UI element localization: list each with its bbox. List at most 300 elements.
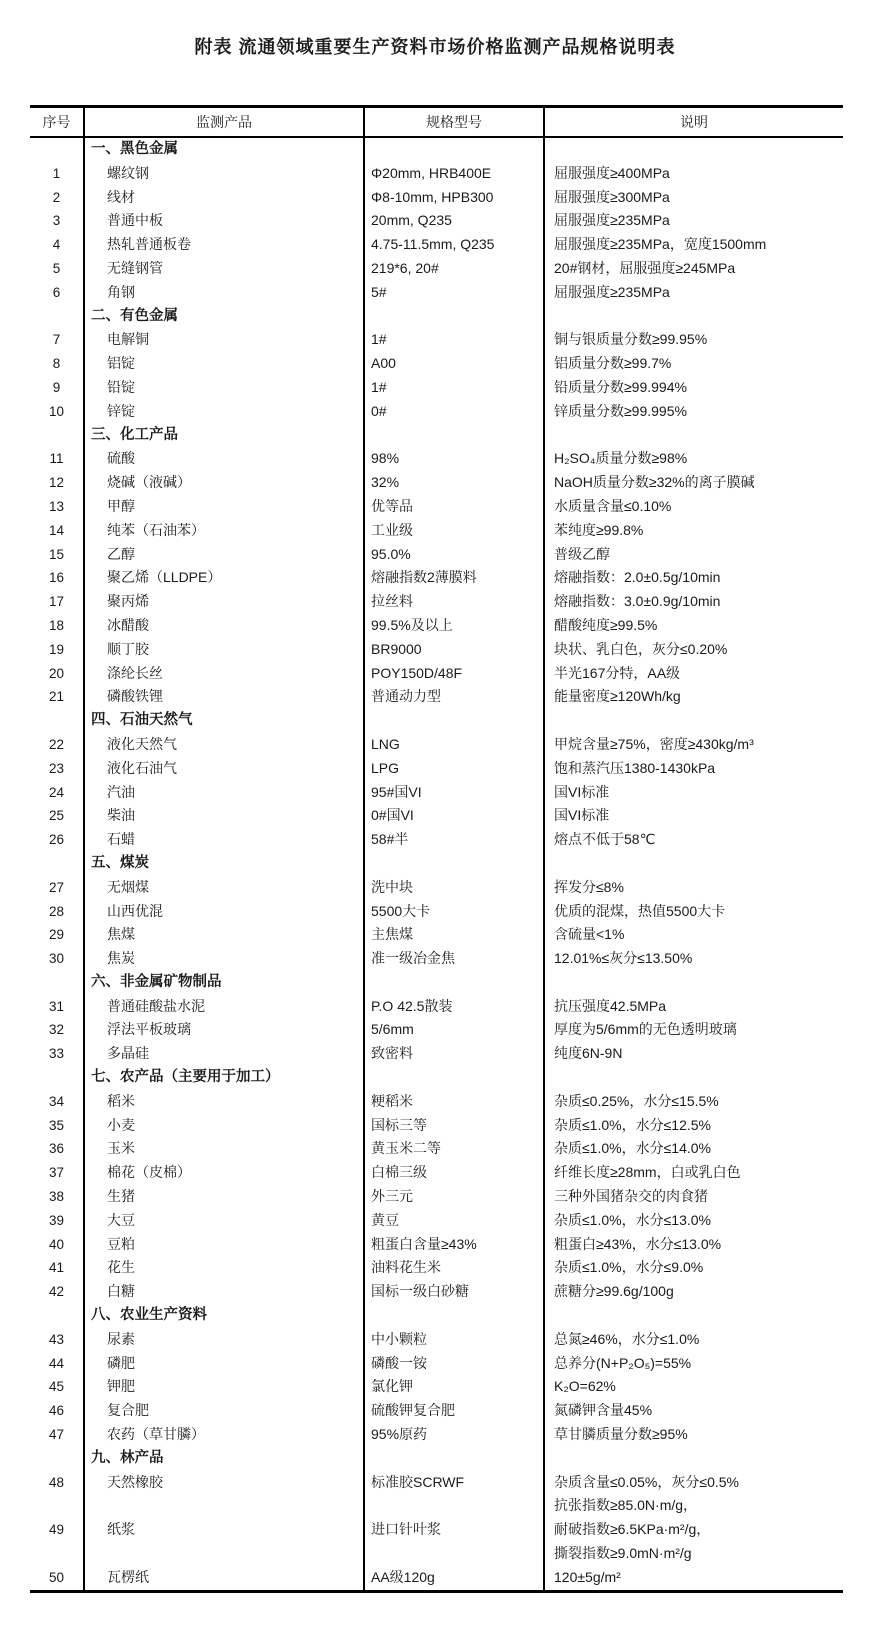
desc-line: 总养分(N+P₂O₅)=55% — [554, 1354, 692, 1371]
spec-value: 4.75-11.5mm, Q235 — [363, 233, 543, 257]
product-name: 磷肥 — [83, 1352, 363, 1376]
product-name: 铝锭 — [83, 352, 363, 376]
desc-line: 普级乙醇 — [554, 545, 610, 562]
row-number: 29 — [48, 927, 65, 943]
spec-value: 20mm, Q235 — [363, 209, 543, 233]
desc-value — [543, 1399, 843, 1423]
spec-value: 标准胶SCRWF — [363, 1471, 543, 1519]
row-number: 8 — [52, 356, 61, 372]
product-name: 涤纶长丝 — [83, 662, 363, 686]
desc-value — [543, 1161, 843, 1185]
desc-value — [543, 400, 843, 424]
table-row — [30, 1161, 843, 1185]
spec-value: 洗中块 — [363, 876, 543, 900]
desc-value — [543, 1137, 843, 1161]
table-row — [30, 1375, 843, 1399]
spec-value: 0#国VI — [363, 804, 543, 828]
desc-value — [543, 1185, 843, 1209]
spec-value: Φ8-10mm, HPB300 — [363, 186, 543, 210]
desc-line: 抗张指数≥85.0N·m/g， — [554, 1497, 698, 1514]
spec-value: 准一级冶金焦 — [363, 947, 543, 971]
product-name: 小麦 — [83, 1114, 363, 1138]
desc-value — [543, 1566, 843, 1590]
row-number: 35 — [48, 1117, 65, 1133]
desc-value — [543, 1375, 843, 1399]
desc-value — [543, 328, 843, 352]
desc-line: 能量密度≥120Wh/kg — [554, 688, 681, 705]
desc-line: 屈服强度≥400MPa — [554, 164, 670, 181]
desc-value — [543, 876, 843, 900]
row-number: 12 — [48, 475, 65, 491]
desc-value — [543, 1233, 843, 1257]
desc-value — [543, 1352, 843, 1376]
desc-value — [543, 923, 843, 947]
row-number — [30, 424, 83, 448]
row-number: 9 — [52, 379, 61, 395]
desc-line: 20#钢材，屈服强度≥245MPa — [554, 259, 736, 276]
spec-value: 98% — [363, 447, 543, 471]
product-name: 线材 — [83, 186, 363, 210]
table-row — [30, 1018, 843, 1042]
spec-value: 1# — [363, 328, 543, 352]
table-row — [30, 1185, 843, 1209]
table-row — [30, 1328, 843, 1352]
desc-line: 撕裂指数≥9.0mN·m²/g — [554, 1545, 692, 1562]
product-name: 聚丙烯 — [83, 590, 363, 614]
table-row — [30, 709, 843, 733]
row-number: 2 — [52, 189, 61, 205]
product-name: 钾肥 — [83, 1375, 363, 1399]
table-row — [30, 1233, 843, 1257]
desc-value — [543, 662, 843, 686]
row-number — [30, 971, 83, 995]
desc-line: 锌质量分数≥99.995% — [554, 402, 687, 419]
table-row — [30, 1137, 843, 1161]
desc-value — [543, 162, 843, 186]
desc-value — [543, 804, 843, 828]
spec-value: 致密料 — [363, 1042, 543, 1066]
spec-value: P.O 42.5散装 — [363, 995, 543, 1019]
table-row — [30, 424, 843, 448]
table-row — [30, 1066, 843, 1090]
product-name: 硫酸 — [83, 447, 363, 471]
page-title: 附表 流通领域重要生产资料市场价格监测产品规格说明表 — [194, 37, 676, 57]
desc-value — [543, 352, 843, 376]
desc-value — [543, 1066, 843, 1090]
desc-line: 挥发分≤8% — [554, 878, 624, 895]
product-name: 大豆 — [83, 1209, 363, 1233]
table-row — [30, 757, 843, 781]
desc-line: 三种外国猪杂交的肉食猪 — [554, 1188, 708, 1205]
row-number: 16 — [48, 570, 65, 586]
row-number: 46 — [48, 1403, 65, 1419]
product-name: 锌锭 — [83, 400, 363, 424]
row-number: 34 — [48, 1093, 65, 1109]
table-row — [30, 400, 843, 424]
spec-value: 外三元 — [363, 1185, 543, 1209]
desc-value — [543, 1042, 843, 1066]
desc-value — [543, 1090, 843, 1114]
desc-value — [543, 733, 843, 757]
desc-value — [543, 138, 843, 162]
desc-value — [543, 638, 843, 662]
row-number: 27 — [48, 879, 65, 895]
table-row — [30, 1256, 843, 1280]
desc-line: 杂质≤1.0%，水分≤12.5% — [554, 1116, 711, 1133]
desc-line: 熔融指数：3.0±0.9g/10min — [554, 593, 721, 610]
table-row — [30, 1566, 843, 1590]
desc-value — [543, 471, 843, 495]
row-number: 33 — [48, 1046, 65, 1062]
spec-value: 95#国VI — [363, 781, 543, 805]
table-body — [30, 138, 843, 1590]
desc-value — [543, 186, 843, 210]
row-number: 42 — [48, 1284, 65, 1300]
category-label: 六、非金属矿物制品 — [83, 971, 363, 995]
spec-value: A00 — [363, 352, 543, 376]
table-row — [30, 328, 843, 352]
product-name: 铅锭 — [83, 376, 363, 400]
product-name: 石蜡 — [83, 828, 363, 852]
table-row — [30, 471, 843, 495]
desc-value — [543, 1209, 843, 1233]
desc-value — [543, 590, 843, 614]
desc-value — [543, 1256, 843, 1280]
table-row — [30, 1042, 843, 1066]
desc-line: 草甘膦质量分数≥95% — [554, 1426, 688, 1443]
spec-value — [363, 138, 543, 162]
spec-value: 粗蛋白含量≥43% — [363, 1233, 543, 1257]
product-name: 豆粕 — [83, 1233, 363, 1257]
row-number: 32 — [48, 1022, 65, 1038]
desc-line: 屈服强度≥235MPa — [554, 212, 670, 229]
spec-value: LNG — [363, 733, 543, 757]
desc-line: 粗蛋白≥43%，水分≤13.0% — [554, 1235, 722, 1252]
table-row — [30, 186, 843, 210]
product-name: 纯苯（石油苯） — [83, 519, 363, 543]
desc-value — [543, 519, 843, 543]
product-name: 农药（草甘膦） — [83, 1423, 363, 1447]
table-row — [30, 566, 843, 590]
row-number: 3 — [52, 213, 61, 229]
table-row — [30, 162, 843, 186]
row-number: 49 — [48, 1522, 65, 1538]
desc-value — [543, 947, 843, 971]
table-row — [30, 590, 843, 614]
category-label: 一、黑色金属 — [83, 138, 363, 162]
desc-value — [543, 900, 843, 924]
desc-line: 厚度为5/6mm的无色透明玻璃 — [554, 1021, 737, 1038]
desc-line: 蔗糖分≥99.6g/100g — [554, 1283, 674, 1300]
spec-value — [363, 305, 543, 329]
desc-value — [543, 566, 843, 590]
spec-value: 0# — [363, 400, 543, 424]
product-name: 热轧普通板卷 — [83, 233, 363, 257]
spec-value: POY150D/48F — [363, 662, 543, 686]
category-label: 二、有色金属 — [83, 305, 363, 329]
table-row — [30, 1114, 843, 1138]
spec-value — [363, 852, 543, 876]
product-name: 棉花（皮棉） — [83, 1161, 363, 1185]
spec-value — [363, 424, 543, 448]
desc-line: 杂质≤1.0%，水分≤9.0% — [554, 1259, 704, 1276]
desc-value — [543, 424, 843, 448]
desc-line: 铅质量分数≥99.994% — [554, 378, 687, 395]
spec-value: 工业级 — [363, 519, 543, 543]
row-number: 44 — [48, 1355, 65, 1371]
table-row — [30, 614, 843, 638]
desc-line: 醋酸纯度≥99.5% — [554, 616, 658, 633]
table-row — [30, 852, 843, 876]
spec-value: 5500大卡 — [363, 900, 543, 924]
table-row — [30, 1447, 843, 1471]
row-number: 28 — [48, 903, 65, 919]
row-number: 4 — [52, 237, 61, 253]
table-row — [30, 447, 843, 471]
table-row — [30, 1518, 843, 1566]
table-row — [30, 1399, 843, 1423]
row-number: 36 — [48, 1141, 65, 1157]
desc-line: 纤维长度≥28mm，白或乳白色 — [554, 1164, 741, 1181]
table-row — [30, 947, 843, 971]
row-number: 11 — [49, 451, 64, 467]
desc-value — [543, 1304, 843, 1328]
product-name: 角钢 — [83, 281, 363, 305]
category-label: 四、石油天然气 — [83, 709, 363, 733]
product-name: 柴油 — [83, 804, 363, 828]
desc-value — [543, 828, 843, 852]
desc-line: 国VI标准 — [554, 783, 610, 800]
product-name: 甲醇 — [83, 495, 363, 519]
product-name: 无缝钢管 — [83, 257, 363, 281]
desc-line: 屈服强度≥235MPa — [554, 283, 670, 300]
desc-line: 杂质≤1.0%，水分≤13.0% — [554, 1211, 711, 1228]
spec-value: 1# — [363, 376, 543, 400]
spec-value: 粳稻米 — [363, 1090, 543, 1114]
table-row — [30, 923, 843, 947]
row-number: 19 — [48, 641, 65, 657]
row-number: 13 — [48, 498, 65, 514]
spec-value: 优等品 — [363, 495, 543, 519]
row-number — [30, 138, 83, 162]
row-number — [30, 1304, 83, 1328]
spec-value: 5/6mm — [363, 1018, 543, 1042]
desc-value — [543, 614, 843, 638]
table-row — [30, 495, 843, 519]
category-label: 三、化工产品 — [83, 424, 363, 448]
table-row — [30, 543, 843, 567]
table-row — [30, 995, 843, 1019]
desc-value — [543, 1518, 843, 1566]
spec-table — [30, 105, 843, 1593]
product-name: 液化天然气 — [83, 733, 363, 757]
product-name: 焦炭 — [83, 947, 363, 971]
row-number: 45 — [48, 1379, 65, 1395]
category-label: 九、林产品 — [83, 1447, 363, 1471]
desc-value — [543, 447, 843, 471]
desc-line: 半光167分特，AA级 — [554, 664, 681, 681]
row-number: 31 — [48, 998, 65, 1014]
spec-value: 黄玉米二等 — [363, 1137, 543, 1161]
spec-value: 油料花生米 — [363, 1256, 543, 1280]
spec-value: 219*6, 20# — [363, 257, 543, 281]
table-row — [30, 519, 843, 543]
spec-value: 拉丝料 — [363, 590, 543, 614]
desc-line: 120±5g/m² — [554, 1568, 621, 1585]
header-cell-desc: 说明 — [543, 108, 843, 136]
table-row — [30, 305, 843, 329]
header-cell-spec: 规格型号 — [363, 108, 543, 136]
desc-value — [543, 1018, 843, 1042]
product-name: 汽油 — [83, 781, 363, 805]
table-row — [30, 209, 843, 233]
table-row — [30, 281, 843, 305]
product-name: 无烟煤 — [83, 876, 363, 900]
desc-line: 苯纯度≥99.8% — [554, 521, 644, 538]
product-name: 尿素 — [83, 1328, 363, 1352]
spec-value: 熔融指数2薄膜料 — [363, 566, 543, 590]
row-number: 23 — [48, 760, 65, 776]
product-name: 瓦楞纸 — [83, 1566, 363, 1590]
table-row — [30, 257, 843, 281]
product-name: 乙醇 — [83, 543, 363, 567]
row-number — [30, 305, 83, 329]
spec-value: 58#半 — [363, 828, 543, 852]
desc-line: NaOH质量分数≥32%的离子膜碱 — [554, 474, 755, 491]
desc-line: 含硫量<1% — [554, 926, 625, 943]
row-number — [30, 709, 83, 733]
spec-value: 硫酸钾复合肥 — [363, 1399, 543, 1423]
spec-value: 白棉三级 — [363, 1161, 543, 1185]
desc-line: H₂SO₄质量分数≥98% — [554, 450, 688, 467]
row-number: 43 — [48, 1331, 65, 1347]
desc-value — [543, 1280, 843, 1304]
row-number — [30, 1066, 83, 1090]
category-label: 七、农产品（主要用于加工） — [83, 1066, 363, 1090]
desc-value — [543, 305, 843, 329]
desc-value — [543, 1423, 843, 1447]
desc-line: 铝质量分数≥99.7% — [554, 355, 672, 372]
desc-line: 饱和蒸汽压1380-1430kPa — [554, 759, 716, 776]
row-number: 40 — [48, 1236, 65, 1252]
product-name: 浮法平板玻璃 — [83, 1018, 363, 1042]
table-row — [30, 376, 843, 400]
row-number: 30 — [48, 951, 65, 967]
row-number: 37 — [48, 1165, 65, 1181]
desc-line: 抗压强度42.5MPa — [554, 997, 667, 1014]
desc-line: 水质量含量≤0.10% — [554, 497, 672, 514]
product-name: 冰醋酸 — [83, 614, 363, 638]
spec-value — [363, 709, 543, 733]
desc-line: 纯度6N-9N — [554, 1045, 623, 1062]
row-number: 7 — [52, 332, 61, 348]
row-number: 22 — [48, 736, 65, 752]
desc-line: 杂质含量≤0.05%，灰分≤0.5% — [554, 1473, 739, 1490]
row-number: 24 — [48, 784, 65, 800]
table-row — [30, 781, 843, 805]
row-number: 21 — [48, 689, 65, 705]
desc-line: 12.01%≤灰分≤13.50% — [554, 950, 693, 967]
product-name: 液化石油气 — [83, 757, 363, 781]
table-row — [30, 804, 843, 828]
row-number: 26 — [48, 832, 65, 848]
row-number: 14 — [48, 522, 65, 538]
product-name: 螺纹钢 — [83, 162, 363, 186]
desc-value — [543, 1447, 843, 1471]
desc-value — [543, 781, 843, 805]
row-number: 38 — [48, 1189, 65, 1205]
desc-value — [543, 685, 843, 709]
desc-line: 优质的混煤，热值5500大卡 — [554, 902, 726, 919]
spec-value: 95%原药 — [363, 1423, 543, 1447]
table-row — [30, 352, 843, 376]
table-row — [30, 138, 843, 162]
desc-value — [543, 852, 843, 876]
desc-value — [543, 257, 843, 281]
table-row — [30, 685, 843, 709]
product-name: 纸浆 — [83, 1518, 363, 1566]
spec-value: BR9000 — [363, 638, 543, 662]
spec-value — [363, 971, 543, 995]
spec-value: 黄豆 — [363, 1209, 543, 1233]
product-name: 多晶硅 — [83, 1042, 363, 1066]
row-number: 48 — [48, 1474, 65, 1490]
desc-line: 屈服强度≥235MPa，宽度1500mm — [554, 236, 767, 253]
desc-line: 熔点不低于58℃ — [554, 831, 656, 848]
spec-value: 普通动力型 — [363, 685, 543, 709]
row-number — [30, 852, 83, 876]
product-name: 磷酸铁锂 — [83, 685, 363, 709]
spec-value — [363, 1304, 543, 1328]
row-number: 18 — [48, 617, 65, 633]
desc-line: 杂质≤1.0%，水分≤14.0% — [554, 1140, 711, 1157]
desc-value — [543, 233, 843, 257]
desc-value — [543, 709, 843, 733]
table-row — [30, 971, 843, 995]
spec-value — [363, 1066, 543, 1090]
desc-line: 块状、乳白色，灰分≤0.20% — [554, 640, 728, 657]
header-cell-no: 序号 — [42, 114, 71, 130]
product-name: 天然橡胶 — [83, 1471, 363, 1519]
row-number: 41 — [48, 1260, 65, 1276]
category-label: 八、农业生产资料 — [83, 1304, 363, 1328]
row-number: 17 — [48, 594, 65, 610]
spec-value: 氯化钾 — [363, 1375, 543, 1399]
row-number: 5 — [52, 260, 61, 276]
desc-line: 甲烷含量≥75%，密度≥430kg/m³ — [554, 735, 754, 752]
desc-line: 屈服强度≥300MPa — [554, 188, 670, 205]
spec-value: 32% — [363, 471, 543, 495]
table-row — [30, 733, 843, 757]
table-row — [30, 233, 843, 257]
desc-value — [543, 995, 843, 1019]
spec-value: LPG — [363, 757, 543, 781]
desc-value — [543, 543, 843, 567]
table-row — [30, 1471, 843, 1519]
desc-value — [543, 495, 843, 519]
desc-line: 耐破指数≥6.5KPa·m²/g， — [554, 1521, 711, 1538]
table-row — [30, 1423, 843, 1447]
product-name: 玉米 — [83, 1137, 363, 1161]
desc-line: 铜与银质量分数≥99.95% — [554, 331, 708, 348]
row-number: 50 — [48, 1569, 65, 1585]
row-number: 1 — [52, 165, 61, 181]
row-number: 25 — [48, 808, 65, 824]
row-number: 47 — [48, 1427, 65, 1443]
spec-value: 95.0% — [363, 543, 543, 567]
desc-value — [543, 376, 843, 400]
product-name: 花生 — [83, 1256, 363, 1280]
